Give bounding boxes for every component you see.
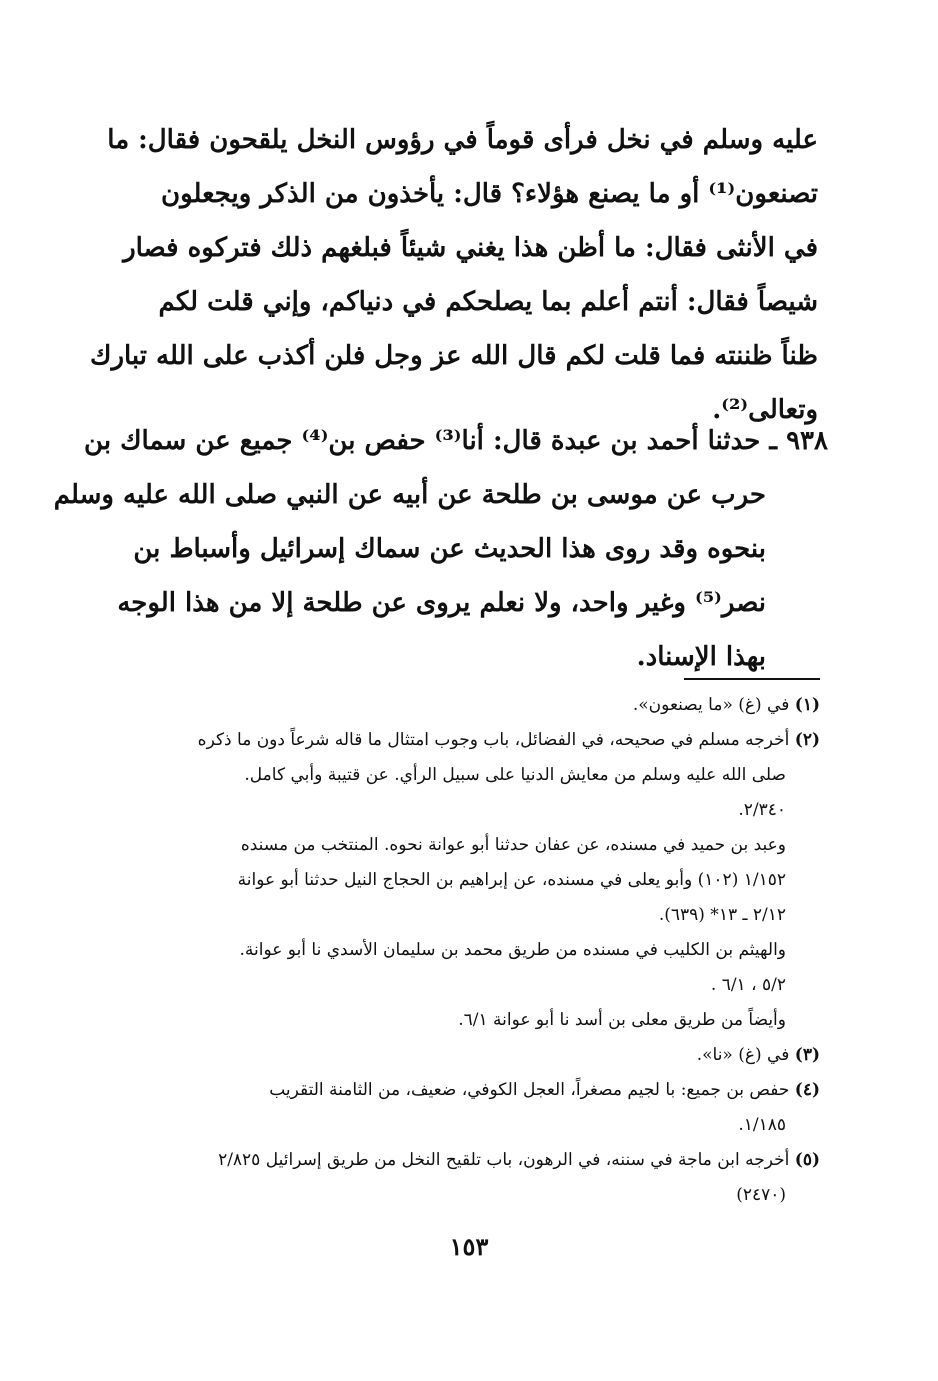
footnote-5 <box>126 1143 820 1213</box>
footnote-marker: (٢) <box>794 730 820 750</box>
footnote-marker: (٤) <box>794 1080 820 1100</box>
text-line: ظناً ظننته فما قلت لكم قال الله عز وجل فلن أكذب على الله تبارك <box>90 341 818 371</box>
footnote-text: ١/١٥٢ (١٠٢) وأبو يعلى في مسنده، عن إبراهيم بن الحجاج النيل حدثنا أبو عوانة <box>237 870 786 890</box>
footnote-text: (٢٤٧٠) <box>736 1185 786 1205</box>
footnote-text: في (غ) «نا». <box>696 1045 790 1065</box>
text-line: شيصاً فقال: أنتم أعلم بما يصلحكم في دنياكم، وإني قلت لكم <box>158 287 818 317</box>
text-line: وتعالى⁽²⁾. <box>712 395 818 425</box>
footnote-marker: (٥) <box>794 1150 820 1170</box>
text-line: بنحوه وقد روى هذا الحديث عن سماك إسرائيل وأسباط بن <box>133 534 766 564</box>
footnote-2-continued <box>126 828 820 933</box>
footnote-divider <box>684 678 820 680</box>
footnote-text: وعبد بن حميد في مسنده، عن عفان حدثنا أبو عوانة نحوه. المنتخب من مسنده <box>240 835 786 855</box>
footnotes <box>126 688 820 1213</box>
text-line: حرب عن موسى بن طلحة عن أبيه عن النبي صلى الله عليه وسلم <box>53 480 766 510</box>
footnote-text: في (غ) «ما يصنعون». <box>632 695 790 715</box>
text-line: نصر⁽⁵⁾ وغير واحد، ولا نعلم يروى عن طلحة إلا من هذا الوجه <box>117 588 766 618</box>
footnote-1 <box>126 688 820 723</box>
footnote-text: أخرجه مسلم في صحيحه، في الفضائل، باب وجوب امتثال ما قاله شرعاً دون ما ذكره <box>197 730 790 750</box>
footnote-2-continued <box>126 933 820 1038</box>
text-line: بهذا الإسناد. <box>636 642 766 672</box>
footnote-text: وأيضاً من طريق معلى بن أسد نا أبو عوانة ٦/١. <box>458 1010 786 1030</box>
page-number: ١٥٣ <box>449 1232 489 1261</box>
footnote-text: حفص بن جميع: با لجيم مصغراً، العجل الكوفي، ضعيف، من الثامنة التقريب <box>269 1080 790 1100</box>
footnote-text: ٢/١٢ ـ ١٣* (٦٣٩). <box>658 905 786 925</box>
footnote-text: ١/١٨٥. <box>738 1115 786 1135</box>
footnote-3 <box>126 1038 820 1073</box>
text-line: تصنعون⁽¹⁾ أو ما يصنع هؤلاء؟ قال: يأخذون من الذكر ويجعلون <box>161 179 818 209</box>
paragraph-continuation <box>90 113 818 437</box>
footnote-text: صلى الله عليه وسلم من معايش الدنيا على سبيل الرأي. عن قتيبة وأبي كامل. <box>244 765 786 785</box>
text-line: عليه وسلم في نخل فرأى قوماً في رؤوس النخل يلقحون فقال: ما <box>107 125 818 155</box>
footnote-text: ٥/٢ ، ٦/١ . <box>710 975 786 995</box>
footnote-marker: (٣) <box>794 1045 820 1065</box>
footnote-4 <box>126 1073 820 1143</box>
text-line: في الأنثى فقال: ما أظن هذا يغني شيئاً فبلغهم ذلك فتركوه فصار <box>123 233 818 263</box>
text-line: ٩٣٨ ـ حدثنا أحمد بن عبدة قال: أنا⁽³⁾ حفص بن⁽⁴⁾ جميع عن سماك بن <box>84 426 828 456</box>
footnote-text: أخرجه ابن ماجة في سننه، في الرهون، باب تلقيح النخل من طريق إسرائيل ٢/٨٢٥ <box>218 1150 790 1170</box>
footnote-2 <box>126 723 820 828</box>
hadith-938-paragraph <box>53 414 828 684</box>
footnote-text: ٢/٣٤٠. <box>738 800 786 820</box>
footnote-marker: (١) <box>794 695 820 715</box>
footnote-text: والهيثم بن الكليب في مسنده من طريق محمد بن سليمان الأسدي نا أبو عوانة. <box>239 940 786 960</box>
